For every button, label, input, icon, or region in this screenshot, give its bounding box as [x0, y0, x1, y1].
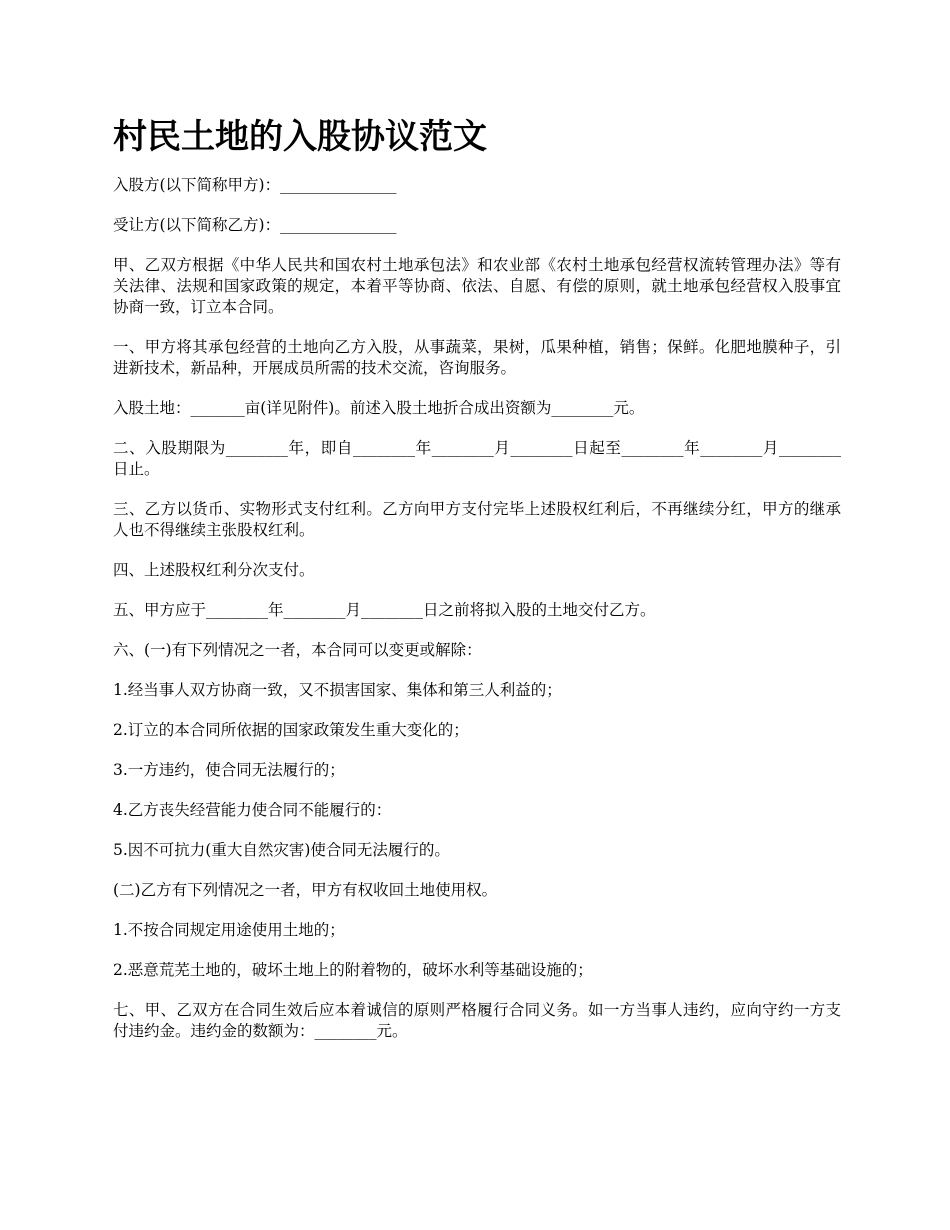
clause-6-item-1: 1.经当事人双方协商一致，又不损害国家、集体和第三人利益的； [113, 681, 562, 699]
document-page [113, 112, 841, 1061]
clause-7: 七、甲、乙双方在合同生效后应本着诚信的原则严格履行合同义务。如一方当事人违约，应向守约一方支付违约金。违约金的数额为：________元。 [113, 1001, 841, 1040]
land-area-line: 入股土地：_______亩(详见附件)。前述入股土地折合成出资额为________元。 [113, 399, 645, 417]
clause-6-sub-2-item-2: 2.恶意荒芜土地的，破坏土地上的附着物的，破坏水利等基础设施的； [113, 961, 593, 979]
party-a-line: 入股方(以下简称甲方)：_______________ [113, 176, 397, 194]
clause-1: 一、甲方将其承包经营的土地向乙方入股，从事蔬菜，果树，瓜果种植，销售；保鲜。化肥地膜种子，引进新技术，新品种，开展成员所需的技术交流，咨询服务。 [113, 338, 841, 377]
clause-6-item-3: 3.一方违约，使合同无法履行的； [113, 761, 345, 779]
preamble-paragraph: 甲、乙双方根据《中华人民共和国农村土地承包法》和农业部《农村土地承包经营权流转管理办法》等有关法律、法规和国家政策的规定，本着平等协商、依法、自愿、有偿的原则，就土地承包经营权入股事宜协商一致，订立本合同。 [113, 256, 841, 316]
clause-6-heading: 六、(一)有下列情况之一者，本合同可以变更或解除： [113, 641, 482, 659]
party-b-line: 受让方(以下简称乙方)：_______________ [113, 216, 397, 234]
clause-3: 三、乙方以货币、实物形式支付红利。乙方向甲方支付完毕上述股权红利后，不再继续分红，甲方的继承人也不得继续主张股权红利。 [113, 500, 841, 539]
clause-2: 二、入股期限为________年，即自________年________月________日起至________年________月________日止。 [113, 439, 841, 478]
clause-6-item-5: 5.因不可抗力(重大自然灾害)使合同无法履行的。 [113, 841, 450, 859]
clause-4: 四、上述股权红利分次支付。 [113, 561, 315, 579]
clause-6-item-2: 2.订立的本合同所依据的国家政策发生重大变化的； [113, 721, 469, 739]
clause-6-item-4: 4.乙方丧失经营能力使合同不能履行的： [113, 801, 392, 819]
clause-6-sub-2-heading: (二)乙方有下列情况之一者，甲方有权收回土地使用权。 [113, 881, 498, 899]
document-title: 村民土地的入股协议范文 [113, 117, 487, 157]
clause-6-sub-2-item-1: 1.不按合同规定用途使用土地的； [113, 921, 345, 939]
clause-5: 五、甲方应于________年________月________日之前将拟入股的土地交付乙方。 [113, 601, 656, 619]
